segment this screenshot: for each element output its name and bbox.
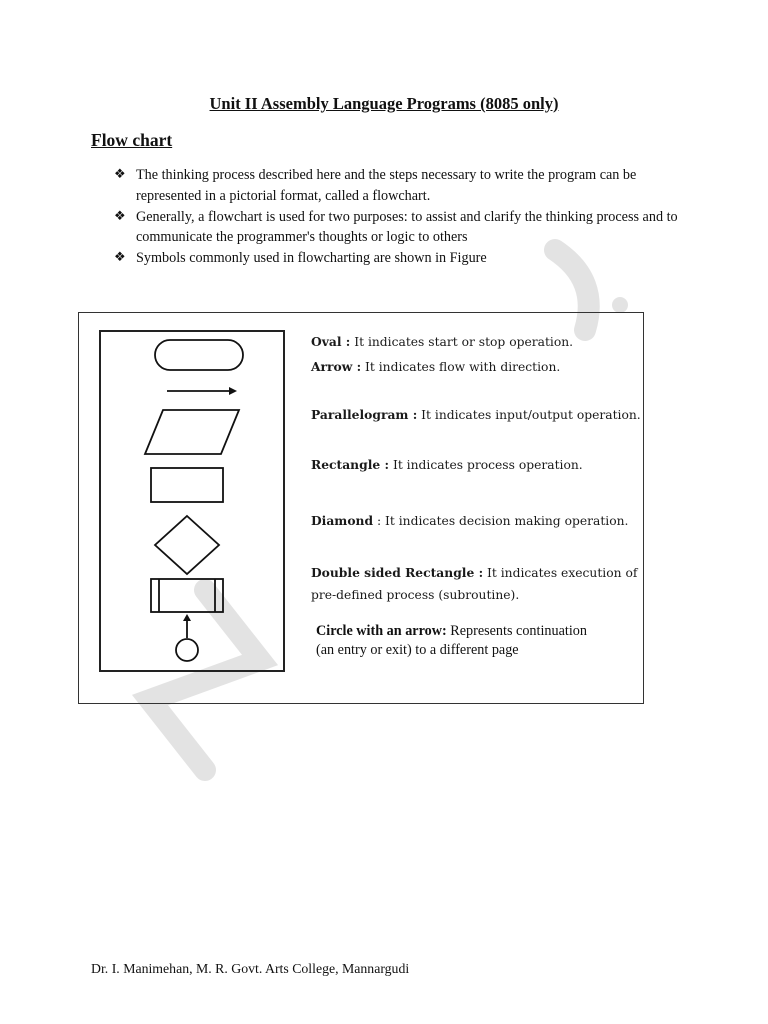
circle-note-desc: Represents continuation [450, 623, 587, 639]
page-footer: Dr. I. Manimehan, M. R. Govt. Arts College, Mannargudi [91, 961, 410, 976]
circle-note [316, 622, 636, 660]
circle-connector-symbol-icon [176, 639, 198, 661]
bullet-list [114, 165, 684, 269]
legend-desc: It indicates input/output operation. [421, 408, 641, 422]
legend-desc: pre-defined process (subroutine). [311, 588, 520, 602]
oval-symbol-icon [155, 340, 243, 370]
legend-parallelogram [311, 407, 641, 422]
legend-term: Parallelogram : [311, 407, 418, 422]
legend-term: Rectangle : [311, 457, 390, 472]
legend-diamond [311, 513, 641, 528]
legend-desc: It indicates flow with direction. [365, 360, 561, 374]
legend-term: Double sided Rectangle : [311, 565, 484, 580]
legend-term: Arrow : [311, 359, 362, 374]
bullet-text: Generally, a flowchart is used for two purposes: to assist and clarify the thinking process and to communicate the programmer's thoughts or logic to others [136, 208, 678, 246]
diamond-bullet-icon: ❖ [114, 208, 126, 224]
diamond-symbol-icon [155, 516, 219, 574]
bullet-text: The thinking process described here and the steps necessary to write the program can be represented in a pictorial format, called a flowchart. [136, 167, 637, 204]
flowchart-symbols [99, 330, 285, 672]
legend-rectangle [311, 457, 641, 472]
bullet-item [114, 248, 684, 269]
bullet-item [114, 207, 684, 249]
legend-term: Diamond [311, 513, 374, 528]
circle-note-term: Circle with an arrow: [316, 623, 447, 639]
legend-desc: : It indicates decision making operation. [376, 514, 629, 528]
legend-arrow [311, 359, 641, 374]
legend-desc: It indicates process operation. [392, 458, 583, 472]
legend-double-sided-rectangle [311, 565, 641, 580]
legend-oval [311, 334, 641, 349]
rectangle-symbol-icon [151, 468, 223, 502]
legend-desc: It indicates start or stop operation. [354, 335, 574, 349]
parallelogram-symbol-icon [145, 410, 239, 454]
bullet-item [114, 165, 684, 207]
legend-double-sided-rectangle-cont [311, 588, 641, 602]
legend-desc: It indicates execution of [487, 566, 638, 580]
legend-term: Oval : [311, 334, 351, 349]
double-sided-rectangle-symbol-icon [151, 579, 223, 612]
page-heading: Unit II Assembly Language Programs (8085 only) [209, 94, 559, 113]
diamond-bullet-icon: ❖ [114, 167, 126, 182]
bullet-text: Symbols commonly used in flowcharting are shown in Figure [136, 250, 487, 267]
diamond-bullet-icon: ❖ [114, 250, 126, 266]
section-title: Flow chart [91, 130, 173, 150]
circle-note-desc-line2: (an entry or exit) to a different page [316, 642, 519, 658]
